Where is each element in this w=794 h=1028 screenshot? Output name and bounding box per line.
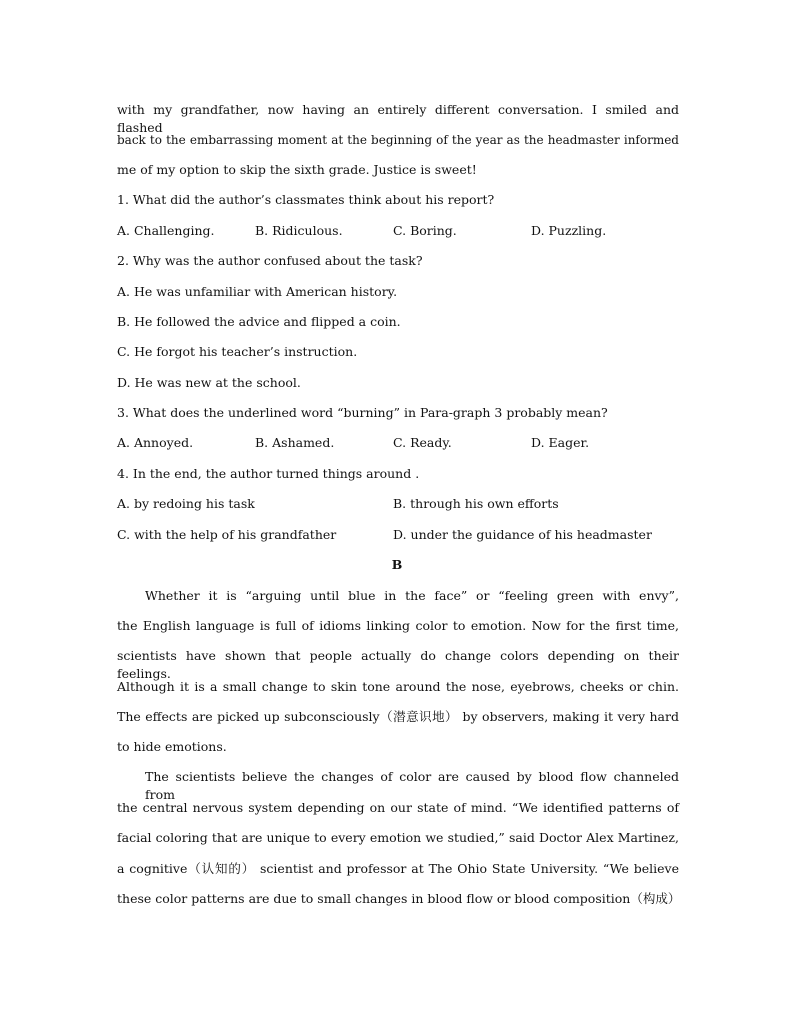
passage-line: back to the embarrassing moment at the beginning of the year as the headmaster informed: [117, 133, 679, 147]
option-b: B. Ashamed.: [255, 435, 335, 450]
paragraph-line: the English language is full of idioms linking color to emotion. Now for the first time,: [117, 618, 679, 633]
question-stem: 3. What does the underlined word “burning” in Para-graph 3 probably mean?: [117, 405, 608, 420]
option-c: C. Ready.: [393, 435, 452, 450]
paragraph-line: The scientists believe the changes of color are caused by blood flow channeled from: [145, 769, 679, 802]
option-b: B. Ridiculous.: [255, 223, 343, 238]
question-stem: 2. Why was the author confused about the task?: [117, 253, 423, 268]
paragraph-line: facial coloring that are unique to every emotion we studied,” said Doctor Alex Martinez,: [117, 830, 679, 845]
paragraph-line: Whether it is “arguing until blue in the face” or “feeling green with envy”,: [145, 588, 679, 603]
paragraph-line: the central nervous system depending on our state of mind. “We identified patterns of: [117, 800, 679, 815]
paragraph-line: scientists have shown that people actually do change colors depending on their feelings.: [117, 648, 679, 681]
paragraph-line: Although it is a small change to skin tone around the nose, eyebrows, cheeks or chin.: [117, 679, 679, 694]
question-stem: 1. What did the author’s classmates think about his report?: [117, 192, 495, 207]
option-a: A. He was unfamiliar with American history.: [117, 284, 398, 299]
paragraph-line: these color patterns are due to small changes in blood flow or blood composition（构成）: [117, 891, 681, 906]
option-a: A. Annoyed.: [117, 435, 194, 450]
option-d: D. Puzzling.: [531, 223, 607, 238]
option-d: D. Eager.: [531, 435, 590, 450]
option-d: D. under the guidance of his headmaster: [393, 527, 652, 542]
option-b: B. through his own efforts: [393, 496, 559, 511]
section-heading: B: [391, 557, 403, 572]
option-a: A. Challenging.: [117, 223, 215, 238]
question-stem: 4. In the end, the author turned things around .: [117, 466, 420, 481]
paragraph-line: to hide emotions.: [117, 739, 227, 754]
option-c: C. Boring.: [393, 223, 457, 238]
option-c: C. with the help of his grandfather: [117, 527, 337, 542]
option-b: B. He followed the advice and flipped a coin.: [117, 314, 401, 329]
passage-line: me of my option to skip the sixth grade. Justice is sweet!: [117, 162, 477, 177]
paragraph-line: a cognitive（认知的） scientist and professor at The Ohio State University. “We believe: [117, 861, 679, 876]
passage-line: with my grandfather, now having an entirely different conversation. I smiled and flashed: [117, 102, 679, 135]
option-d: D. He was new at the school.: [117, 375, 301, 390]
paragraph-line: The effects are picked up subconsciously（潜意识地） by observers, making it very hard: [117, 709, 679, 724]
option-a: A. by redoing his task: [117, 496, 255, 511]
option-c: C. He forgot his teacher’s instruction.: [117, 344, 358, 359]
